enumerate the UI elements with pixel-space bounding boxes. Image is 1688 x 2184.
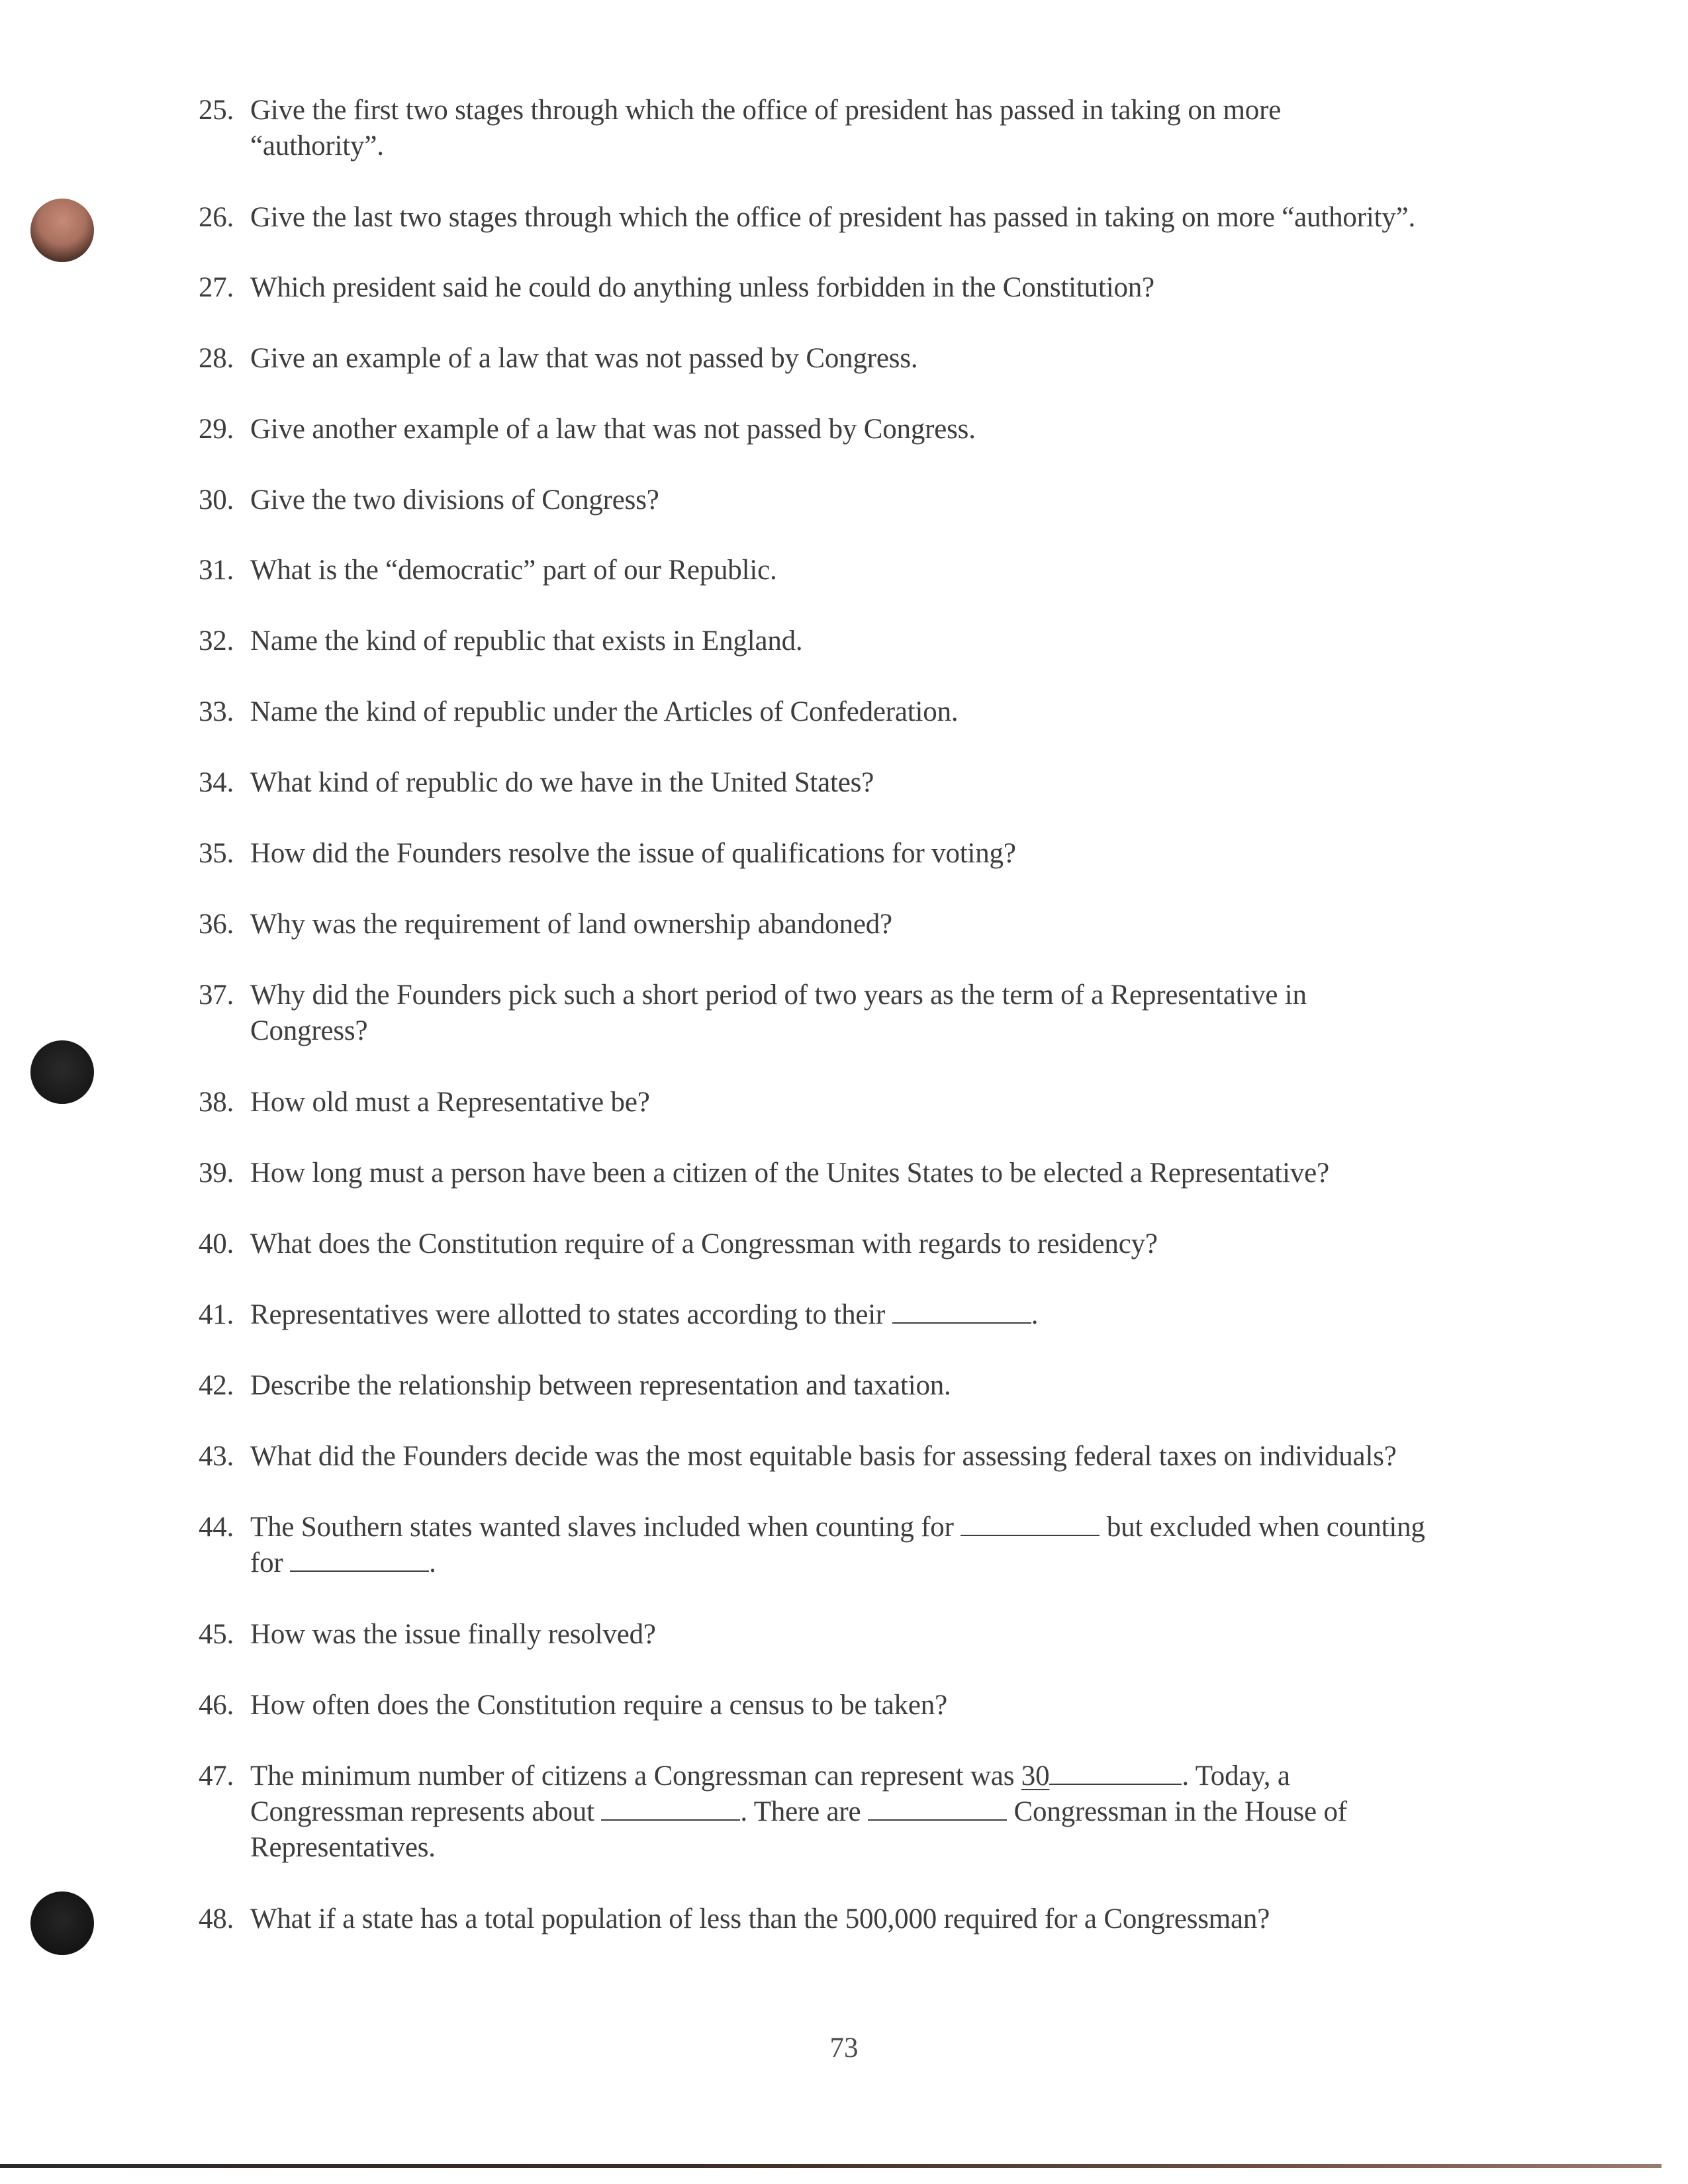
question-number: 37. (199, 979, 234, 1011)
page-bottom-edge (0, 2164, 1662, 2168)
question-number: 45. (199, 1619, 234, 1650)
question-text: How did the Founders resolve the issue of qualifications for voting? (250, 838, 1016, 869)
question-text: How long must a person have been a citizen of the Unites States to be elected a Representative? (250, 1158, 1329, 1189)
question-text-part: Congressman represents about (250, 1796, 594, 1827)
question-number: 25. (199, 95, 234, 126)
page-number: 73 (829, 2032, 859, 2064)
question-number: 26. (199, 202, 234, 233)
question-text: What did the Founders decide was the most equitable basis for assessing federal taxes on individuals? (250, 1441, 1397, 1472)
question-text-part: The Southern states wanted slaves included when counting for (250, 1512, 954, 1543)
question-41 (199, 1297, 1496, 1333)
question-number: 31. (199, 555, 234, 586)
question-48 (199, 1901, 1496, 1937)
question-text-part: The minimum number of citizens a Congressman can represent was (250, 1760, 1015, 1792)
question-text: Name the kind of republic that exists in England. (250, 625, 803, 657)
question-35 (199, 836, 1496, 872)
punch-hole-top (30, 199, 94, 262)
question-line: Give the first two stages through which the office of president has passed in taking on more (250, 95, 1282, 126)
question-text: Which president said he could do anything unless forbidden in the Constitution? (250, 272, 1154, 303)
question-number: 41. (199, 1299, 234, 1330)
punch-hole-bottom (30, 1891, 94, 1955)
question-47 (199, 1758, 1496, 1866)
filled-answer: 30 (1021, 1760, 1050, 1792)
question-number: 39. (199, 1158, 234, 1189)
question-text: Describe the relationship between representation and taxation. (250, 1370, 951, 1401)
answer-blank[interactable] (868, 1797, 1007, 1821)
question-text-part: Congressman in the House of (1013, 1796, 1347, 1827)
question-number: 29. (199, 414, 234, 445)
question-text-part: Representatives. (250, 1832, 436, 1863)
question-46 (199, 1688, 1496, 1723)
question-number: 44. (199, 1512, 234, 1543)
question-text (250, 1510, 1496, 1581)
question-text: What if a state has a total population of less than the 500,000 required for a Congressman? (250, 1903, 1270, 1934)
question-text: Give the two divisions of Congress? (250, 484, 659, 516)
answer-blank[interactable] (290, 1548, 429, 1572)
question-number: 30. (199, 484, 234, 516)
question-text: How was the issue finally resolved? (250, 1619, 656, 1650)
question-text: What kind of republic do we have in the United States? (250, 767, 874, 798)
question-43 (199, 1439, 1496, 1475)
question-38 (199, 1085, 1496, 1120)
question-45 (199, 1617, 1496, 1653)
question-text: Give the last two stages through which the office of president has passed in taking on more “authority”. (250, 202, 1416, 233)
question-text: What is the “democratic” part of our Republic. (250, 555, 777, 586)
question-text: Name the kind of republic under the Articles of Confederation. (250, 696, 959, 727)
question-28 (199, 341, 1496, 377)
question-text: Give an example of a law that was not passed by Congress. (250, 343, 918, 374)
question-text-part: . Today, a (1182, 1760, 1290, 1792)
question-44 (199, 1510, 1496, 1581)
question-31 (199, 553, 1496, 588)
question-36 (199, 907, 1496, 942)
answer-blank[interactable] (961, 1512, 1100, 1536)
question-text-part: . (429, 1547, 436, 1578)
question-number: 28. (199, 343, 234, 374)
question-text-part: . There are (740, 1796, 861, 1827)
question-line: “authority”. (250, 130, 384, 161)
question-text: How often does the Constitution require a census to be taken? (250, 1690, 947, 1721)
question-26 (199, 200, 1496, 236)
question-text-part: Representatives were allotted to states according to their (250, 1299, 886, 1330)
answer-blank[interactable] (601, 1797, 740, 1821)
question-34 (199, 765, 1496, 801)
question-number: 42. (199, 1370, 234, 1401)
question-number: 35. (199, 838, 234, 869)
question-42 (199, 1368, 1496, 1404)
question-number: 33. (199, 696, 234, 727)
question-text: Why was the requirement of land ownership abandoned? (250, 909, 892, 940)
question-text-part: but excluded when counting (1106, 1512, 1425, 1543)
question-line: Congress? (250, 1015, 368, 1046)
question-number: 34. (199, 767, 234, 798)
question-number: 43. (199, 1441, 234, 1472)
punch-hole-middle (30, 1040, 94, 1104)
question-text: What does the Constitution require of a Congressman with regards to residency? (250, 1228, 1158, 1259)
question-number: 32. (199, 625, 234, 657)
question-text (250, 978, 1496, 1049)
question-number: 36. (199, 909, 234, 940)
question-line: Why did the Founders pick such a short period of two years as the term of a Representative in (250, 979, 1307, 1011)
question-text: Give another example of a law that was not passed by Congress. (250, 414, 976, 445)
question-text: How old must a Representative be? (250, 1087, 650, 1118)
answer-blank[interactable] (1049, 1761, 1182, 1785)
question-text-part: for (250, 1547, 283, 1578)
question-29 (199, 412, 1496, 447)
question-32 (199, 623, 1496, 659)
question-40 (199, 1226, 1496, 1262)
question-number: 38. (199, 1087, 234, 1118)
question-number: 40. (199, 1228, 234, 1259)
question-25 (199, 93, 1496, 164)
question-text (250, 1297, 1496, 1333)
question-text (250, 1758, 1496, 1866)
question-33 (199, 694, 1496, 730)
question-39 (199, 1156, 1496, 1191)
question-37 (199, 978, 1496, 1049)
question-text (250, 93, 1496, 164)
question-number: 27. (199, 272, 234, 303)
question-number: 48. (199, 1903, 234, 1934)
answer-blank[interactable] (892, 1300, 1031, 1324)
question-text-part: . (1031, 1299, 1039, 1330)
question-30 (199, 482, 1496, 518)
question-number: 47. (199, 1760, 234, 1792)
question-number: 46. (199, 1690, 234, 1721)
question-27 (199, 270, 1496, 306)
